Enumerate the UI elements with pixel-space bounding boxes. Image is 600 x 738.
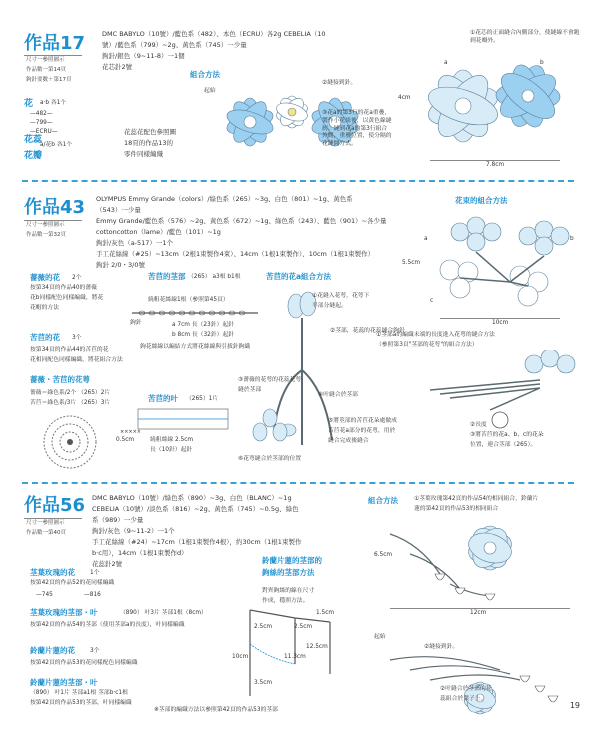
work43-combine-9: 縫合完成後縫合 bbox=[328, 438, 369, 444]
work43-right-title: 花束的組合方法 bbox=[455, 196, 508, 205]
work43-material-1: OLYMPUS Emmy Grande（colors）/綠色系（265）~3g、白色（801）~1g、黃色系 bbox=[96, 195, 353, 203]
work56-rose-color-2: —816 bbox=[84, 592, 101, 598]
work17-instr-2: 18頁的作品13的 bbox=[124, 139, 174, 147]
dim-line bbox=[440, 318, 560, 319]
work43-leaf-dim-1: 0.5cm bbox=[116, 437, 135, 443]
work43-stem-note: （265） a3根 b1根 bbox=[188, 274, 241, 280]
work43-stem-item-1: 繞粗花絲線1根（參照第45頁） bbox=[148, 297, 229, 303]
legend-flower: 花 bbox=[24, 99, 34, 109]
work56-bell-stem-desc: 按第42頁的作品53的茎部，叶同樣編織 bbox=[30, 700, 132, 706]
work43-leaf-note: （265）1片 bbox=[186, 396, 219, 402]
work43-leaf-dim-3: 長（10針）起針 bbox=[150, 447, 193, 453]
work43-calyx-title: 薔薇・苦苣的花萼 bbox=[30, 375, 90, 384]
work56-method-desc-1: 對齊鉤絲的線在尺寸 bbox=[262, 588, 315, 594]
work56-qty: 作品數一第40頁 bbox=[26, 530, 66, 536]
work56-bell-title: 鈴蘭片蓮的花 bbox=[30, 646, 75, 655]
work56-material-4: 鉤針/灰色（9~11-2）一1个 bbox=[92, 527, 175, 535]
work43-combine-4: ③薔薇的花萼的花蕊花萼 bbox=[238, 377, 302, 383]
work43-stem-title: 苦苣的茎部 bbox=[148, 272, 186, 281]
work43-rose-count: 2个 bbox=[72, 275, 82, 281]
work43-chicory-desc-2: 花相同配色同樣編織，將花組合方法 bbox=[30, 357, 123, 363]
work56-combine-3: ②縫接到針。 bbox=[424, 644, 459, 650]
work56-size: 尺寸一參照圖示 bbox=[26, 520, 65, 526]
chicory-flower-icon bbox=[250, 408, 290, 448]
work43-combine-10: ⑥花萼縫合於茎部的位置 bbox=[238, 456, 302, 462]
work56-combine-1: ①茎葉玫瑰第42頁的作品54的相同組合，鈴蘭片 bbox=[414, 496, 539, 502]
work43-label-a: a bbox=[424, 236, 428, 242]
work43-leaf-title: 苦苣的叶 bbox=[148, 394, 178, 403]
stem-chain-icon bbox=[130, 306, 260, 320]
work56-title: 作品56 bbox=[24, 495, 86, 516]
work56-bell-stem-note: （890） 叶1片 茎部a1根 茎部b·c1根 bbox=[30, 690, 128, 696]
work56-bell-stem-title: 鈴蘭片蓮的茎部・叶 bbox=[30, 678, 98, 687]
work56-dim-9: 12cm bbox=[470, 610, 487, 616]
work56-bottom-note: ※茎部的編織方法以參照第42頁的作品53的茎部 bbox=[154, 707, 278, 713]
work17-material-3: 鉤針/銀色（9~11-8）一1個 bbox=[102, 52, 185, 60]
svg-text:×××××: ××××× bbox=[120, 429, 141, 435]
work43-stem-item-5: 鉤花絲線以編結方式將花絲線與引拔針鉤織 bbox=[140, 344, 251, 350]
divider bbox=[24, 220, 82, 221]
work56-dim-7: 3.5cm bbox=[254, 680, 273, 686]
work56-method-title: 鈴蘭片蓮的茎部的 bbox=[262, 556, 322, 565]
work56-combine-title: 組合方法 bbox=[368, 496, 398, 505]
work43-right-note-5: 位置，連合茎部（265）。 bbox=[470, 442, 537, 448]
work43-combine-1: ①花縫入花萼，花萼下 bbox=[312, 293, 370, 299]
work56-rose-title: 茎葉玫瑰的花 bbox=[30, 568, 75, 577]
work56-dim-8: 6.5cm bbox=[374, 552, 393, 558]
work56-method-desc-2: 作成，穩照方法。 bbox=[262, 598, 309, 604]
work43-combine-6: ④叶縫合於茎部 bbox=[318, 392, 358, 398]
work56-material-6: b·c用），14cm（1根1束製作d） bbox=[92, 549, 188, 557]
work43-combine-5: 縫於茎部 bbox=[238, 387, 262, 393]
work56-dim-5: 12.5cm bbox=[306, 644, 328, 650]
work43-material-3: Emmy Grande/藍色系（576）~2g、黃色系（672）~1g、綠色系（243）、藍色（901）~各少量 bbox=[96, 217, 387, 225]
legend-ab: a·b 各1个 bbox=[40, 100, 67, 106]
work17-instr-3: 零件同樣編織 bbox=[124, 150, 163, 158]
work43-label-b: b bbox=[570, 236, 574, 242]
work56-method-title-2: 鉤絲的茎部方法 bbox=[262, 568, 315, 577]
work43-right-note-3: ②長度 bbox=[470, 422, 487, 428]
work56-rose-color-1: —745 bbox=[36, 592, 53, 598]
work43-combine-3: ②茎部，花蕊的花蕊縫合鉤針 bbox=[330, 328, 405, 334]
work56-combine-2: 蓮的第42頁的作品53的相同組合 bbox=[414, 506, 499, 512]
work17-how-heading: 組合方法 bbox=[190, 70, 220, 79]
work56-dim-3: 2.5cm bbox=[294, 624, 313, 630]
work56-start: 起始 bbox=[374, 634, 386, 640]
work43-material-4: cottoncotton（lame）/藍色（101）~1g bbox=[96, 228, 221, 236]
work56-bell-count: 3个 bbox=[90, 648, 100, 654]
divider bbox=[24, 518, 82, 519]
work43-dim-2: 10cm bbox=[492, 320, 509, 326]
divider bbox=[24, 55, 82, 56]
work43-rose-title: 薔薇的花 bbox=[30, 273, 60, 282]
calyx-chart-icon bbox=[40, 412, 100, 472]
work43-right-note-1: ①茎部a的編織末端的長度進入花萼的縫合方法 bbox=[376, 332, 495, 338]
work17-instr-1: 花蕊花配色參照圖 bbox=[124, 128, 176, 136]
work56-dim-6: 1.5cm bbox=[316, 610, 335, 616]
work43-stem-item-4: b 8cm 長（32針）起針 bbox=[172, 332, 235, 338]
work43-chicory-title: 苦苣的花 bbox=[30, 333, 60, 342]
work43-size: 尺寸一參照圖示 bbox=[26, 222, 65, 228]
work43-combine-7: ⑤將莖部的苦苣花朵處做成 bbox=[328, 418, 397, 424]
work43-calyx-1: 薔薇＝綠色系/2个 （265）2片 bbox=[30, 390, 111, 396]
work17-center-note: ①花芯的正面縫合內側部分，使縫線不會跑到花瓣外。 bbox=[470, 30, 580, 44]
work56-rose-count: 1个 bbox=[90, 570, 100, 576]
work17-stitch: 鉤針要數＋第17頁 bbox=[26, 77, 72, 83]
work43-material-2: （543）一少量 bbox=[96, 206, 141, 214]
work17-finished-diagram bbox=[408, 46, 578, 156]
section-divider bbox=[22, 180, 574, 182]
work17-start: 起始 bbox=[204, 88, 216, 94]
work56-bell-desc: 按第42頁的作品53的花同樣配色同樣編織 bbox=[30, 660, 138, 666]
work43-leaf-dim-2: 繞粗絲線 2.5cm bbox=[150, 437, 194, 443]
work17-note-2: ③花a的第3行的花a重疊，製作小花組後，以黃色線縫紉。縫到花a的第3行組合外側，重疊位置，使分隔的花鏈開方式。 bbox=[322, 110, 392, 148]
work17-label-a: a bbox=[444, 60, 448, 66]
work43-combine-2: 半部分縫起。 bbox=[312, 303, 347, 309]
legend-petal-ab: a/花b 各1个 bbox=[40, 142, 73, 148]
work56-bouquet-top-diagram bbox=[380, 514, 580, 604]
work56-dim-4: 11.3cm bbox=[284, 654, 306, 660]
work43-combine-8: 苦苣花a部分的花萼，用於 bbox=[328, 428, 396, 434]
legend-pistil: 花蕊 bbox=[24, 135, 43, 145]
work43-calyx-2: 苦苣＝綠色系/3片 （265）3片 bbox=[30, 400, 111, 406]
work17-qty: 作品數一第14頁 bbox=[26, 67, 66, 73]
work17-size: 尺寸一參照圖示 bbox=[26, 57, 65, 63]
work17-dim-h: 4cm bbox=[398, 95, 411, 101]
work43-stem-item-3: a 7cm 長（23針）起針 bbox=[172, 322, 234, 328]
legend-row-1: —482— bbox=[30, 111, 53, 117]
work56-leaf-note: （890） 叶3片 茎部1根（8cm） bbox=[120, 610, 207, 616]
work43-qty: 作品數一第32頁 bbox=[26, 232, 66, 238]
work56-material-1: DMC BABYLO（10號）/綠色系（890）~3g、白色（BLANC）~1g bbox=[92, 494, 292, 502]
work43-label-c: c bbox=[430, 298, 434, 304]
work43-right-note-4: ③將苦苣的花a、b、c的花朵 bbox=[470, 432, 544, 438]
legend-petal: 花瓣 bbox=[24, 151, 43, 161]
legend-row-3: —ECRU— bbox=[30, 129, 58, 135]
work17-dim-w: 7.8cm bbox=[486, 162, 505, 168]
section-divider bbox=[22, 482, 574, 484]
work56-leaf-desc: 按第42頁的作品54的茎部（使用茎部a的長度），叶同樣編織 bbox=[30, 622, 185, 628]
work56-bouquet-bottom-diagram bbox=[380, 640, 580, 722]
work43-chicory-desc-1: 按第34頁的作品44的苦苣的花 bbox=[30, 347, 109, 353]
work43-chicory-count: 3个 bbox=[72, 335, 82, 341]
leaf-chart-icon bbox=[118, 405, 238, 435]
work56-material-5: 手工花絲線（#24）~17cm（1根1束製作4根），約30cm（1根1束製作 bbox=[92, 538, 302, 546]
work43-rose-desc-2: 花b同樣配色同樣編織，將花 bbox=[30, 295, 104, 301]
work43-title: 作品43 bbox=[24, 197, 86, 218]
page-number: 19 bbox=[569, 701, 580, 711]
work56-material-3: 系（989）一少量 bbox=[92, 516, 144, 524]
dim-line bbox=[390, 608, 570, 609]
work56-leaf-title: 茎葉玫瑰的茎部・叶 bbox=[30, 608, 98, 617]
work17-title: 作品17 bbox=[24, 33, 86, 54]
work17-material-2: 號）/藍色系（799）~2g、黃色系（745）一少量 bbox=[102, 41, 247, 49]
work43-stem-item-2: 鉤針 bbox=[130, 320, 142, 326]
dim-line bbox=[430, 160, 560, 161]
work43-rose-desc-1: 按第34頁的作品40的薔薇 bbox=[30, 285, 97, 291]
work43-material-6: 手工花絲線（#25）~13cm（2根1束製作4束）、14cm（1根1束製作）、10cm（1根1束製作） bbox=[96, 250, 375, 258]
work56-material-2: CEBELIA（10號）/淡色系（816）~2g、黃色系（745）~0.5g、綠色 bbox=[92, 505, 299, 513]
work17-material-1: DMC BABYLO（10號）/藍色系（482）、本色（ECRU）各2g CEBELIA（10 bbox=[102, 30, 326, 38]
work56-material-7: 花蕊針2號 bbox=[92, 560, 123, 568]
work43-combine-title: 苦苣的花a組合方法 bbox=[266, 272, 332, 281]
work56-dim-2: 10cm bbox=[232, 654, 249, 660]
work43-right-note-2: （參照第3頁"茎部的花萼"的組合方法） bbox=[376, 342, 478, 348]
work17-note-1: ②縫接到針。 bbox=[322, 80, 357, 86]
work43-material-5: 鉤針/灰色（a-517）一1个 bbox=[96, 239, 174, 247]
work17-label-b: b bbox=[540, 60, 544, 66]
work56-rose-desc: 按第42頁的作品52的花同樣編織 bbox=[30, 580, 115, 586]
bouquet-top-diagram bbox=[420, 212, 580, 312]
work43-rose-desc-3: 花帽的方法 bbox=[30, 305, 59, 311]
legend-row-2: —799— bbox=[30, 120, 53, 126]
work56-combine-4: ②叶縫合於茎部的花 bbox=[440, 686, 492, 692]
work17-material-4: 花芯針2號 bbox=[102, 63, 133, 71]
work56-dim-1: 2.5cm bbox=[254, 624, 273, 630]
work56-combine-5: 蕊組合於葉子上。 bbox=[440, 696, 487, 702]
work43-dim-1: 5.5cm bbox=[402, 260, 421, 266]
work43-material-7: 鉤針 2/0・3/0號 bbox=[96, 261, 145, 269]
